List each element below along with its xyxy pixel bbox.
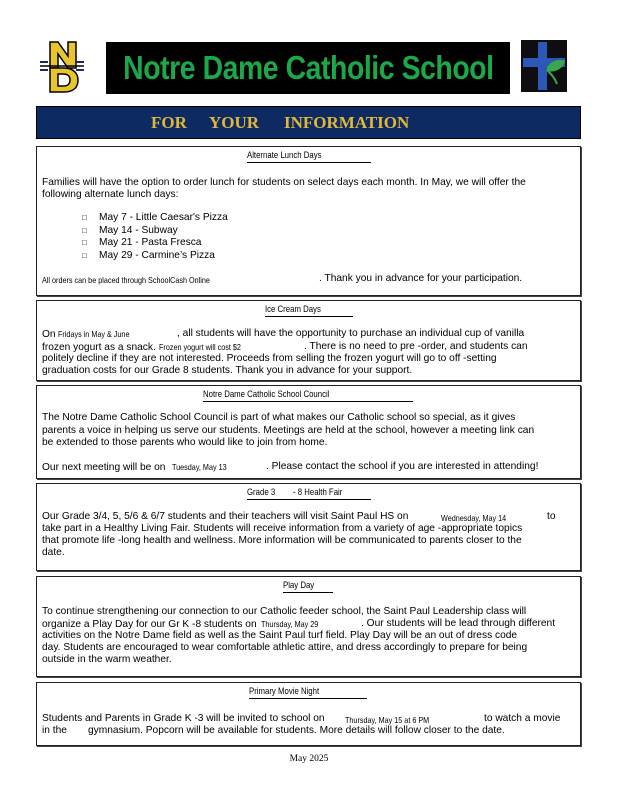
icecream-section: Ice Cream Days On Fridays in May & June , all students will have the opportunity to purchase an individual cup of vanilla frozen yogurt as a snack. Frozen yogurt will cost $2 . There is no need to pre -order, and students can politely decline if they are not interested. Proceeds from selling the frozen yogurt will go to off -setting graduation costs for our Grade 8 students. Thank you in advance for your support. bbox=[36, 300, 581, 381]
playday-title: Play Day bbox=[283, 580, 315, 591]
health-title-a: Grade 3 bbox=[247, 487, 276, 498]
icecream-days: Fridays in May & June bbox=[58, 329, 130, 339]
movie-date: Thursday, May 15 at 6 PM bbox=[345, 715, 430, 725]
movie-night-section: Primary Movie Night Students and Parents in Grade K -3 will be invited to school on Thursday, May 15 at 6 PM to watch a movie in the gymnasium. Popcorn will be available for students. More details will follow closer to the date. bbox=[36, 682, 581, 746]
lunch-section bbox=[36, 146, 581, 296]
banner-word-for: FOR bbox=[151, 113, 187, 132]
lunch-order-note: All orders can be placed through SchoolCash Online bbox=[42, 275, 210, 285]
lunch-intro-2: following alternate lunch days: bbox=[42, 189, 179, 200]
banner-word-your: YOUR bbox=[209, 113, 260, 132]
cross-leaf-icon bbox=[521, 40, 567, 92]
health-title-b: - 8 Health Fair bbox=[293, 487, 343, 498]
school-name: Notre Dame Catholic School bbox=[122, 49, 494, 86]
play-day-section: Play Day To continue strengthening our connection to our Catholic feeder school, the Saint Paul Leadership class will organize a Play Day for our Gr K -8 students on Thursday, May 29 . Our students will be lead through different activities on the Notre Dame field as well as the Saint Paul turf field. Play Day will be an out of dress code day. Students are encouraged to wear comfortable athletic attire, and dress accordingly to prepare for being outside in the warm weather. bbox=[36, 576, 581, 677]
list-item: □ May 7 - Little Caesar's Pizza bbox=[82, 212, 228, 223]
lunch-intro-1: Families will have the option to order lunch for students on select days each month. In May, we will offer the bbox=[42, 177, 526, 188]
lunch-list bbox=[82, 212, 228, 262]
council-title: Notre Dame Catholic School Council bbox=[203, 389, 330, 400]
footer-date: May 2025 bbox=[289, 754, 329, 764]
movie-title: Primary Movie Night bbox=[249, 686, 320, 697]
council-meeting-date: Tuesday, May 13 bbox=[172, 462, 227, 472]
list-item: □ May 21 - Pasta Fresca bbox=[82, 237, 202, 249]
health-fair-section: Grade 3 - 8 Health Fair Our Grade 3/4, 5, 5/6 & 6/7 students and their teachers will visit Saint Paul HS on Wednesday, May 14 to take part in a Healthy Living Fair. Students will receive information from a variety of age -appropriate topics that promote life -long health and wellness. More information will be communicated to parents closer to the date. bbox=[36, 483, 581, 571]
playday-date: Thursday, May 29 bbox=[261, 619, 319, 629]
health-fair-date: Wednesday, May 14 bbox=[441, 513, 507, 523]
info-banner bbox=[36, 106, 581, 139]
council-section: Notre Dame Catholic School Council The Notre Dame Catholic School Council is part of what makes our Catholic school so special, as it gives parents a voice in helping us serve our students. Meetings are held at the school, however a meeting link can be extended to those parents who would like to join from home. Our next meeting will be on Tuesday, May 13 . Please contact the school if you are interested in attending! bbox=[36, 385, 581, 479]
school-title-bar bbox=[106, 42, 510, 94]
list-item: □ May 29 - Carmine’s Pizza bbox=[82, 249, 215, 261]
icecream-title: Ice Cream Days bbox=[265, 304, 321, 315]
lunch-thanks: . Thank you in advance for your participation. bbox=[319, 273, 523, 284]
lunch-title: Alternate Lunch Days bbox=[247, 150, 322, 161]
list-item: □ May 14 - Subway bbox=[82, 224, 178, 236]
icecream-cost: Frozen yogurt will cost $2 bbox=[158, 342, 241, 352]
nd-crest-icon bbox=[36, 38, 88, 96]
banner-word-information: INFORMATION bbox=[284, 113, 410, 132]
